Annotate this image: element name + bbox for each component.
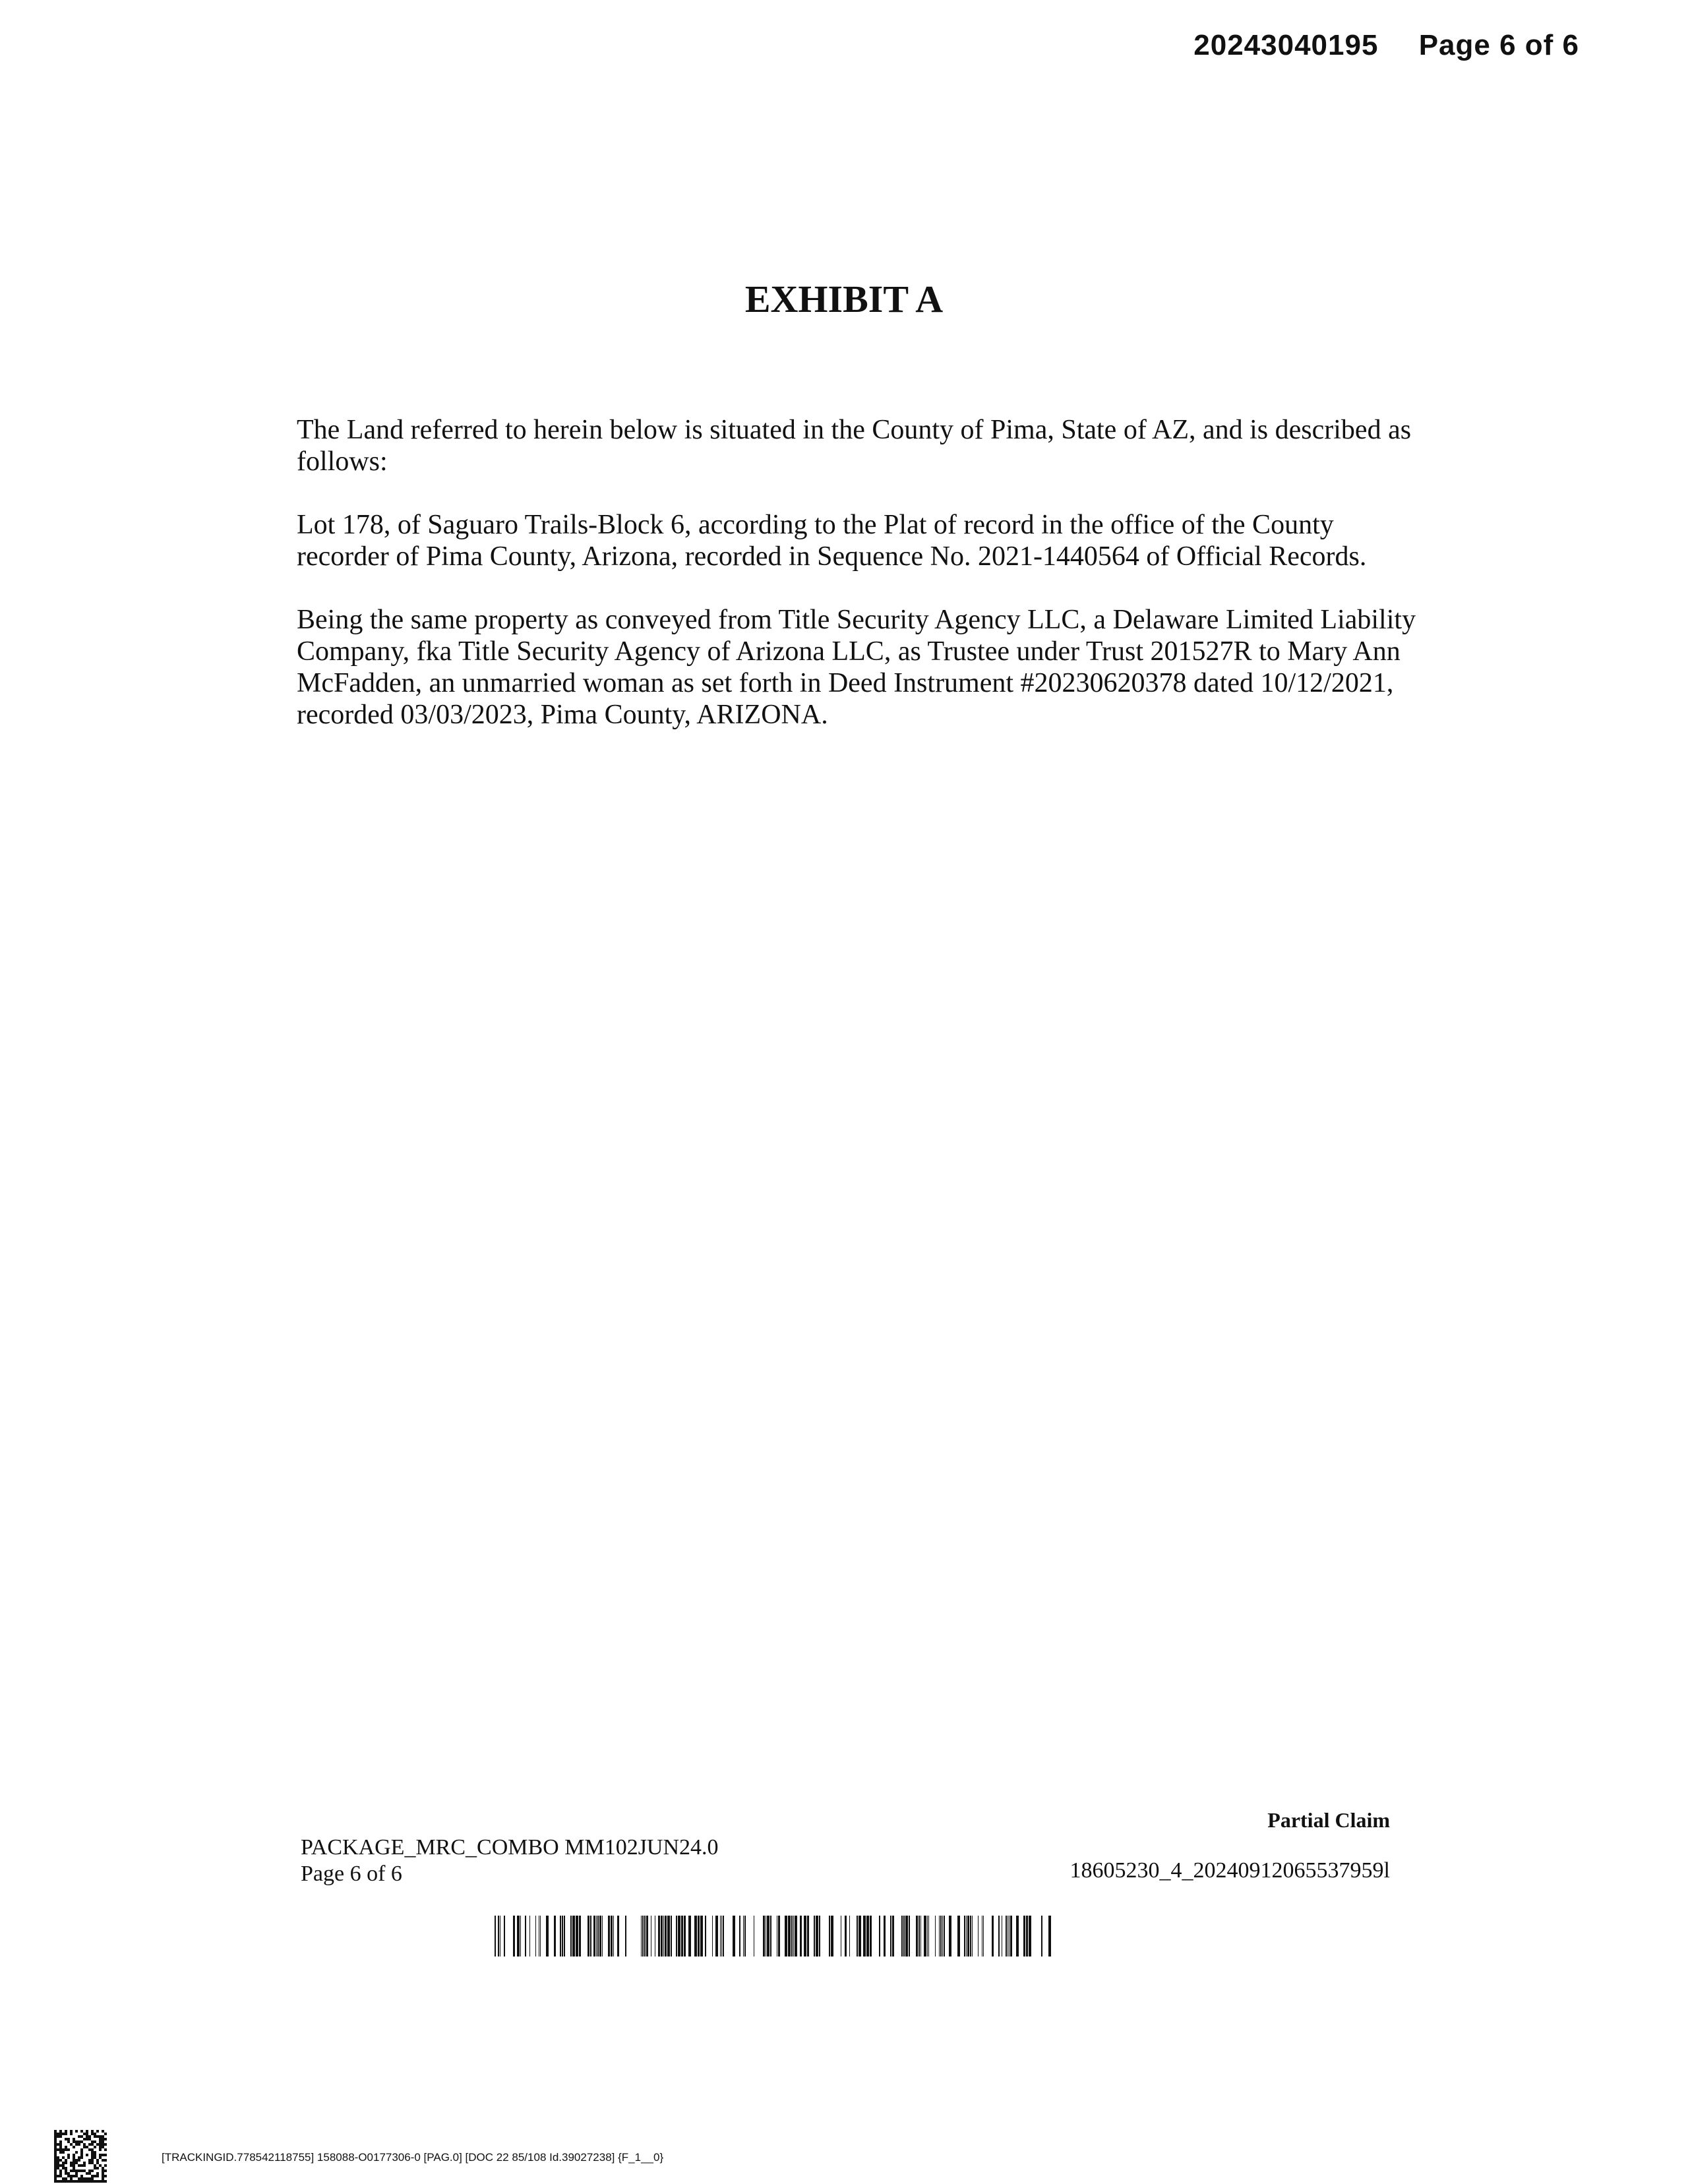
datamatrix-code <box>54 2130 107 2183</box>
recording-number: 20243040195 <box>1193 29 1379 61</box>
barcode-image <box>495 1916 1055 1957</box>
paragraph-lot-description: Lot 178, of Saguaro Trails-Block 6, according to the Plat of record in the office of the County recorder of Pima County, Arizona, recorded in Sequence No. 2021-1440564 of Official Records. <box>297 510 1367 572</box>
paragraph-vesting: Being the same property as conveyed from Title Security Agency LLC, a Delaware Limited Liability Company, fka Title Security Agency of Arizona LLC, as Trustee under Trust 201527R to Mary Ann McFadden, an unmarried woman as set forth in Deed Instrument #20230620378 dated 10/12/2021, recorded 03/03/2023, Pima County, ARIZONA. <box>297 605 1416 730</box>
exhibit-title: EXHIBIT A <box>744 278 944 320</box>
doc-id: 18605230_4_20240912065537959l <box>1070 1858 1390 1883</box>
doc-type-label: Partial Claim <box>1267 1808 1390 1832</box>
footer-package-info <box>301 1835 719 1887</box>
footer-page-label: Page 6 of 6 <box>301 1862 402 1886</box>
tracking-id: [TRACKINGID.778542118755] 158088-O0177306-0 [PAG.0] [DOC 22 85/108 Id.39027238] {F_1__0} <box>162 2151 664 2164</box>
legal-description <box>297 414 1418 762</box>
paragraph-land-location: The Land referred to herein below is situated in the County of Pima, State of AZ, and is described as follows: <box>297 415 1412 477</box>
header-page-label: Page 6 of 6 <box>1418 29 1579 61</box>
recording-header <box>1193 29 1579 62</box>
package-code: PACKAGE_MRC_COMBO MM102JUN24.0 <box>301 1835 719 1860</box>
